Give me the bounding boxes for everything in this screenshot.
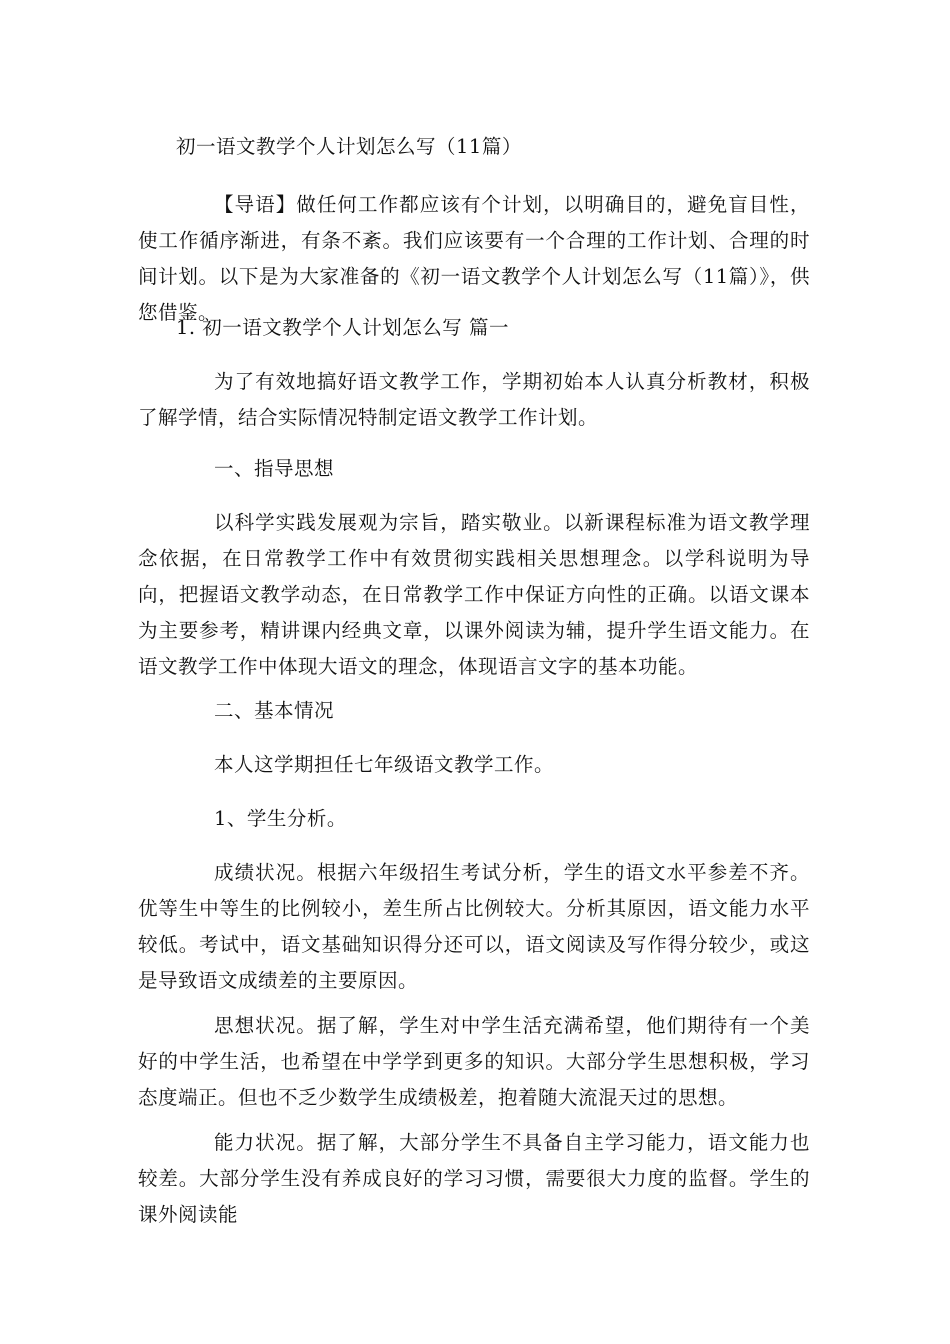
paragraph-6: 能力状况。据了解，大部分学生不具备自主学习能力，语文能力也较差。大部分学生没有养成良好的学习习惯，需要很大力度的监督。学生的课外阅读能 bbox=[138, 1131, 810, 1226]
paragraph-1: 为了有效地搞好语文教学工作，学期初始本人认真分析教材，积极了解学情，结合实际情况特制定语文教学工作计划。 bbox=[138, 370, 810, 429]
document-title: 初一语文教学个人计划怎么写（11篇） bbox=[176, 135, 522, 158]
paragraph-3: 本人这学期担任七年级语文教学工作。 bbox=[214, 753, 555, 776]
paragraph-5: 思想状况。据了解，学生对中学生活充满希望，他们期待有一个美好的中学生活，也希望在中学学到更多的知识。大部分学生思想积极，学习态度端正。但也不乏少数学生成绩极差，抱着随大流混天过的思想。 bbox=[138, 1014, 810, 1109]
heading-guiding-ideology: 一、指导思想 bbox=[214, 457, 335, 480]
heading-student-analysis: 1、学生分析。 bbox=[214, 807, 347, 830]
paragraph-4: 成绩状况。根据六年级招生考试分析，学生的语文水平参差不齐。优等生中等生的比例较小，差生所占比例较大。分析其原因，语文能力水平较低。考试中，语文基础知识得分还可以，语文阅读及写作得分较少，或这是导致语文成绩差的主要原因。 bbox=[138, 861, 810, 992]
section-1-title: 1. 初一语文教学个人计划怎么写 篇一 bbox=[176, 316, 510, 339]
intro-paragraph: 【导语】做任何工作都应该有个计划，以明确目的，避免盲目性，使工作循序渐进，有条不紊。我们应该要有一个合理的工作计划、合理的时间计划。以下是为大家准备的《初一语文教学个人计划怎么写（11篇）》，供您借鉴。 bbox=[138, 193, 810, 324]
paragraph-2: 以科学实践发展观为宗旨，踏实敬业。以新课程标准为语文教学理念依据，在日常教学工作中有效贯彻实践相关思想理念。以学科说明为导向，把握语文教学动态，在日常教学工作中保证方向性的正确。以语文课本为主要参考，精讲课内经典文章，以课外阅读为辅，提升学生语文能力。在语文教学工作中体现大语文的理念，体现语言文字的基本功能。 bbox=[138, 511, 810, 678]
heading-basic-situation: 二、基本情况 bbox=[214, 699, 335, 722]
